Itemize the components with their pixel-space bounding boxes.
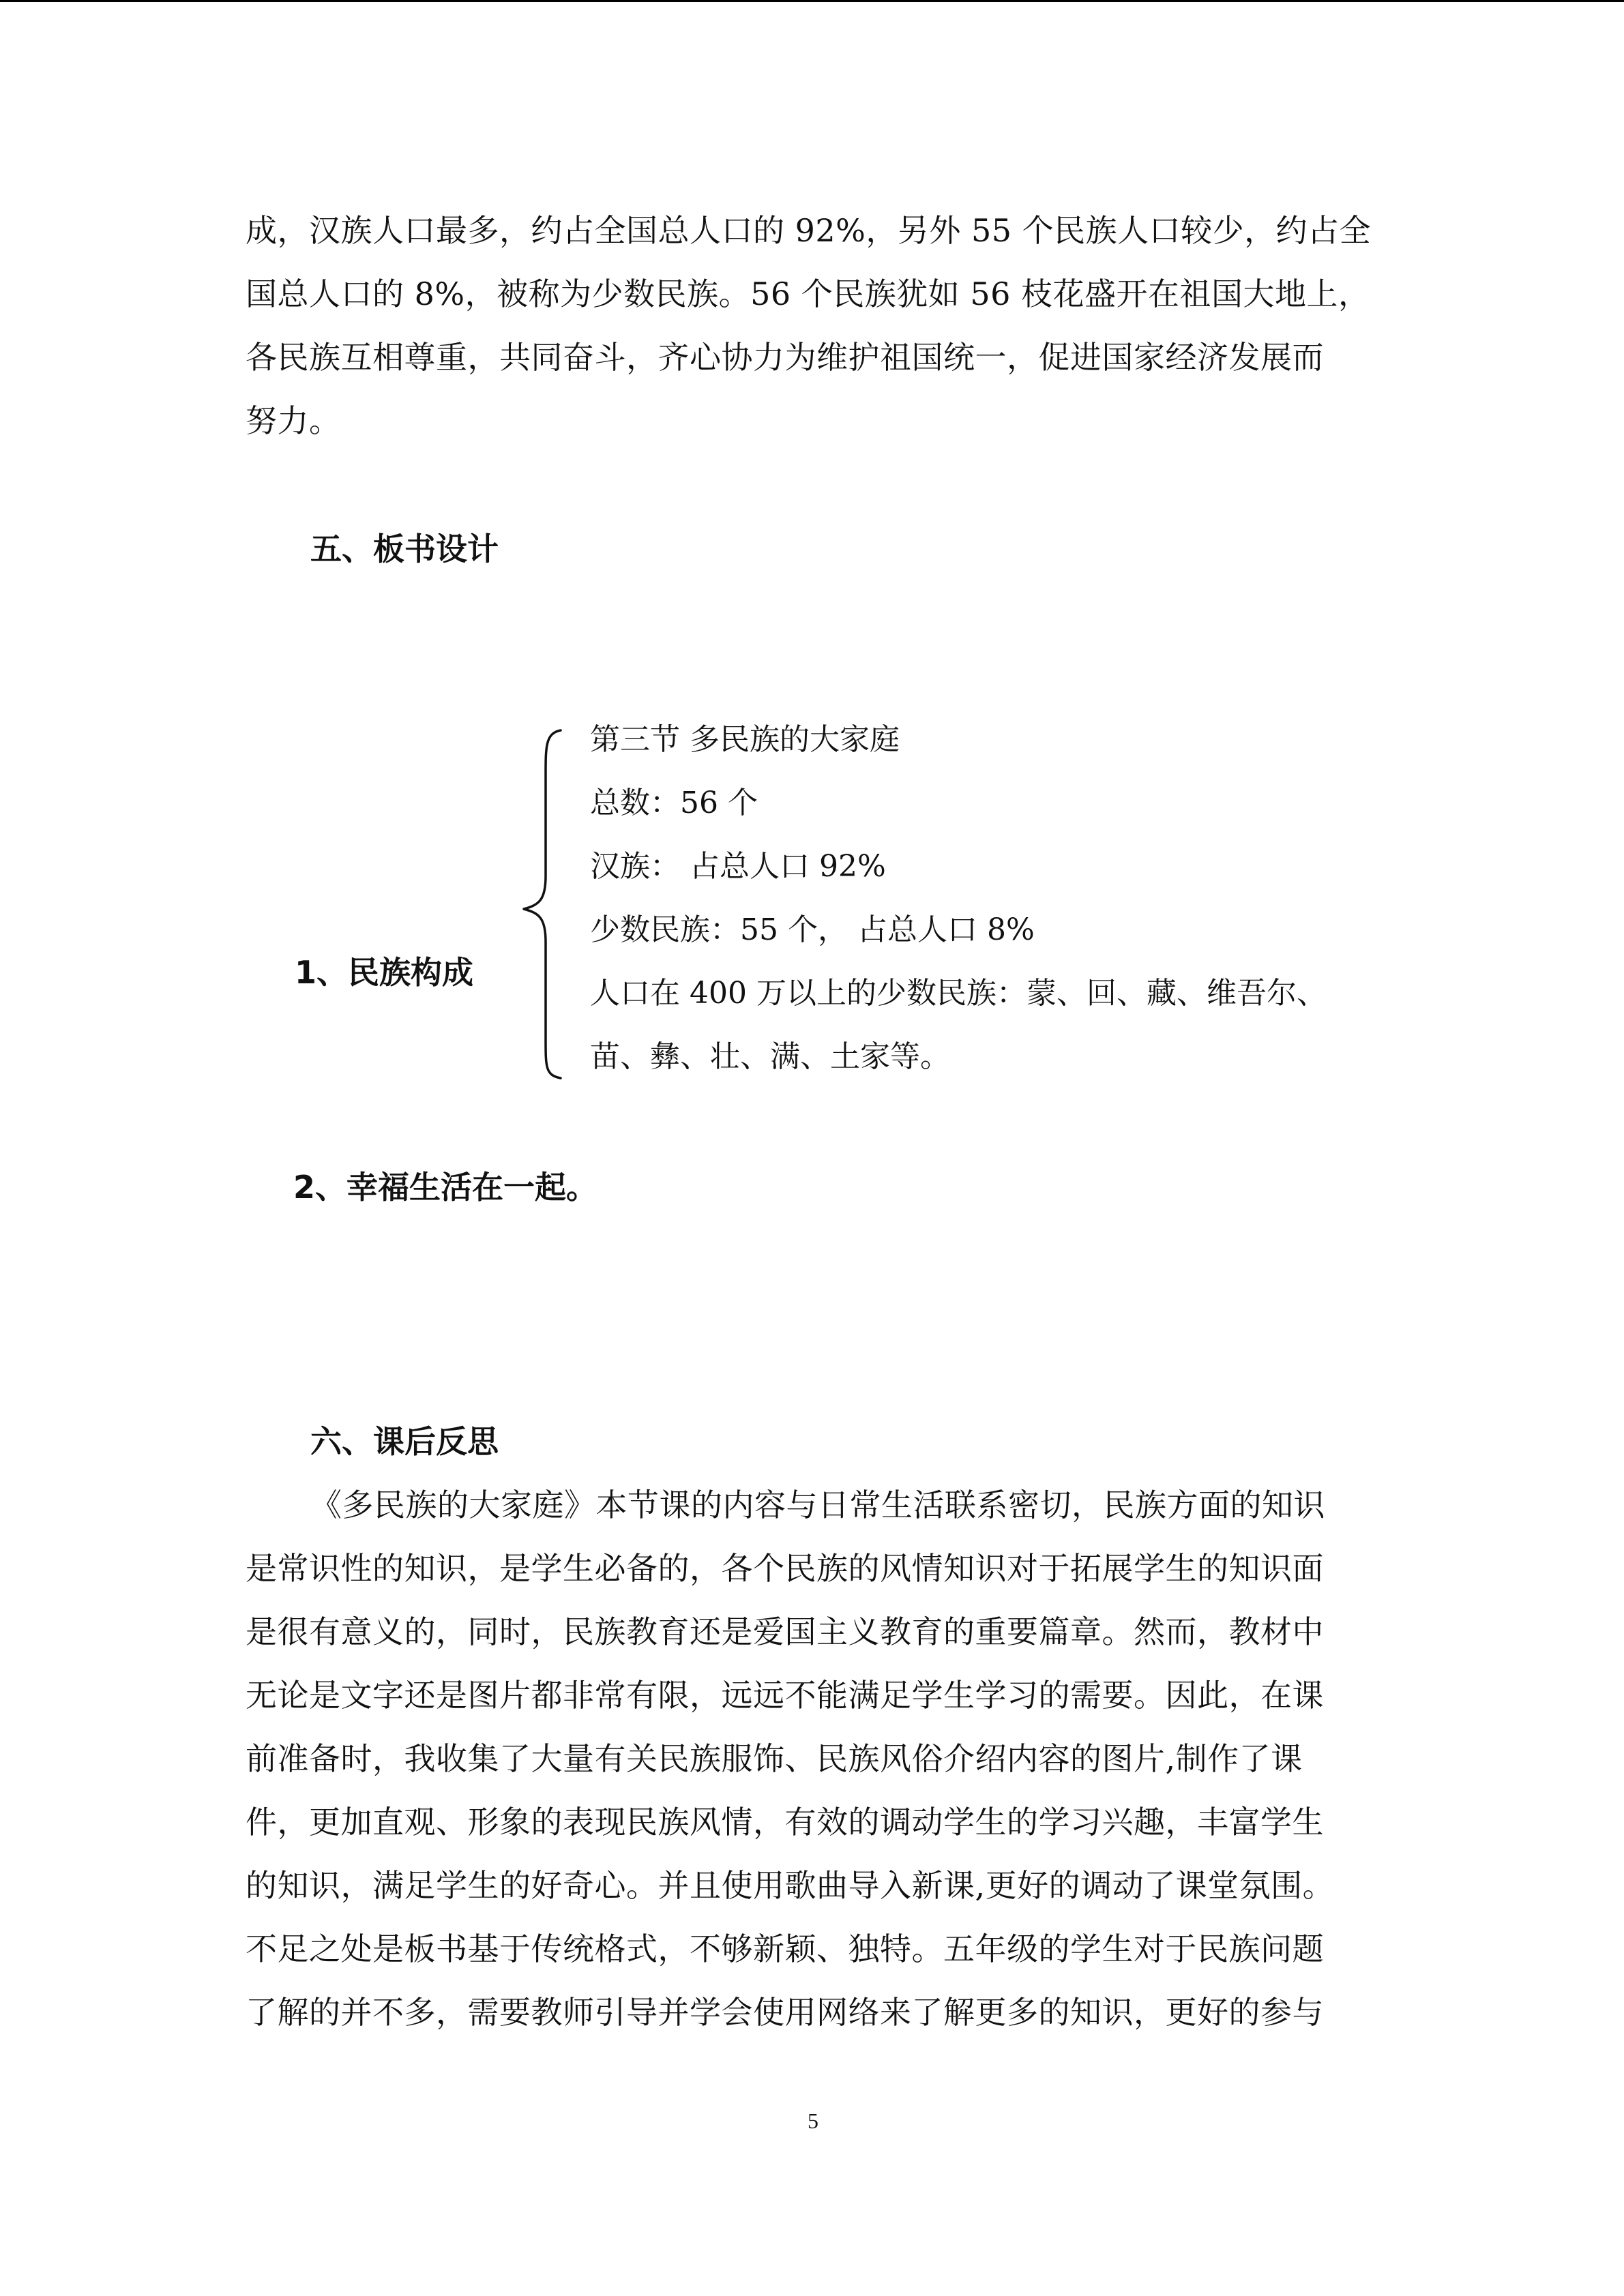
reflection-paragraph-line: 是常识性的知识，是学生必备的，各个民族的风情知识对于拓展学生的知识面 bbox=[246, 1550, 1324, 1587]
intro-paragraph-line: 各民族互相尊重，共同奋斗，齐心协力为维护祖国统一，促进国家经济发展而 bbox=[246, 339, 1324, 376]
section-heading-board-design: 五、板书设计 bbox=[310, 531, 499, 567]
reflection-paragraph-line: 件，更加直观、形象的表现民族风情，有效的调动学生的学习兴趣，丰富学生 bbox=[246, 1804, 1324, 1840]
reflection-paragraph-line: 无论是文字还是图片都非常有限，远远不能满足学生学习的需要。因此，在课 bbox=[246, 1677, 1324, 1714]
section-heading-reflection: 六、课后反思 bbox=[310, 1423, 499, 1460]
curly-brace-icon bbox=[518, 726, 580, 1081]
item-label-ethnic-composition: 1、民族构成 bbox=[295, 954, 474, 991]
reflection-paragraph-line: 的知识，满足学生的好奇心。并且使用歌曲导入新课,更好的调动了课堂氛围。 bbox=[246, 1867, 1335, 1904]
item-label-happy-together: 2、幸福生活在一起。 bbox=[293, 1169, 598, 1206]
reflection-paragraph-line: 前准备时，我收集了大量有关民族服饰、民族风俗介绍内容的图片,制作了课 bbox=[246, 1740, 1303, 1777]
board-line-total: 总数：56 个 bbox=[590, 786, 758, 820]
intro-paragraph-line: 国总人口的 8%，被称为少数民族。56 个民族犹如 56 枝花盛开在祖国大地上， bbox=[246, 275, 1370, 312]
reflection-paragraph-line: 不足之处是板书基于传统格式，不够新颖、独特。五年级的学生对于民族问题 bbox=[246, 1930, 1324, 1967]
board-line-large-minorities-cont: 苗、彝、壮、满、土家等。 bbox=[590, 1039, 950, 1074]
top-border-line bbox=[0, 0, 1624, 2]
page-number: 5 bbox=[808, 2108, 818, 2133]
reflection-paragraph-line: 是很有意义的，同时，民族教育还是爱国主义教育的重要篇章。然而，教材中 bbox=[246, 1613, 1324, 1650]
intro-paragraph-line: 成，汉族人口最多，约占全国总人口的 92%，另外 55 个民族人口较少，约占全 bbox=[246, 212, 1372, 249]
reflection-paragraph-line: 了解的并不多，需要教师引导并学会使用网络来了解更多的知识，更好的参与 bbox=[246, 1994, 1324, 2031]
intro-paragraph-line: 努力。 bbox=[246, 402, 341, 439]
reflection-paragraph-line: 《多民族的大家庭》本节课的内容与日常生活联系密切，民族方面的知识 bbox=[310, 1487, 1325, 1523]
board-line-minorities: 少数民族：55 个， 占总人口 8% bbox=[590, 912, 1035, 947]
board-line-title: 第三节 多民族的大家庭 bbox=[590, 722, 900, 757]
board-line-large-minorities: 人口在 400 万以上的少数民族：蒙、回、藏、维吾尔、 bbox=[590, 976, 1327, 1011]
board-line-han: 汉族： 占总人口 92% bbox=[590, 849, 886, 884]
